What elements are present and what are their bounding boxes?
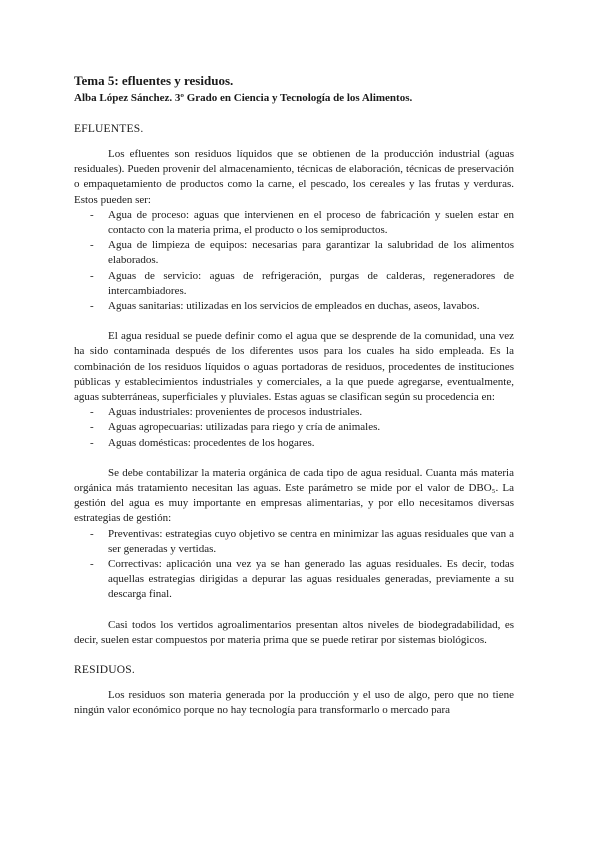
bullet-dash: - xyxy=(90,208,94,221)
list-item-text: Aguas agropecuarias: utilizadas para riego y cría de animales. xyxy=(108,421,381,434)
bullet-dash: - xyxy=(90,558,94,571)
efluentes-types-list xyxy=(74,208,514,314)
list-item xyxy=(90,557,514,603)
bullet-dash: - xyxy=(90,421,94,434)
bullet-dash: - xyxy=(90,269,94,282)
list-item xyxy=(90,527,514,557)
organic-matter-paragraph: Se debe contabilizar la materia orgánica de cada tipo de agua residual. Cuanta más materia orgánica más tratamiento necesitan las aguas. Este parámetro se mide por el valor de DBO₅. La gestión del agua es muy importante en empresas alimentarias, y por ello necesitamos diversas estrategias de gestión: xyxy=(74,466,514,525)
residual-water-paragraph: El agua residual se puede definir como el agua que se desprende de la comunidad, una vez ha sido contaminada después de los diferentes usos para los cuales ha sido empleada. Es la combinación de los residuos líquidos o aguas portadoras de residuos, procedentes de instituciones públicas y establecimientos industriales y comerciales, a la que puede agregarse, eventualmente, aguas subterráneas, superficiales y pluviales. Estas aguas se clasifican según su procedencia en: xyxy=(74,330,514,404)
efluentes-intro-paragraph: Los efluentes son residuos líquidos que se obtienen de la producción industrial (aguas residuales). Pueden provenir del almacenamiento, técnicas de elaboración, técnicas de preservación o empaquetamiento de productos como la carne, el pescado, los cereales y las frutas y verduras. Estos pueden ser: xyxy=(74,148,514,206)
list-item-text: Aguas domésticas: procedentes de los hogares. xyxy=(108,436,315,449)
list-item xyxy=(90,420,514,435)
list-item-text: Aguas de servicio: aguas de refrigeración, purgas de calderas, regeneradores de intercambiadores. xyxy=(108,269,514,297)
bullet-dash: - xyxy=(90,527,94,540)
bullet-dash: - xyxy=(90,300,94,313)
list-item xyxy=(90,299,514,314)
list-item xyxy=(90,269,514,299)
list-item-text: Agua de limpieza de equipos: necesarias para garantizar la salubridad de los alimentos elaborados. xyxy=(108,239,514,267)
list-item xyxy=(90,405,514,420)
section-heading-residuos: RESIDUOS. xyxy=(74,664,135,677)
management-strategies-list xyxy=(74,527,514,603)
bullet-dash: - xyxy=(90,239,94,252)
list-item-text: Agua de proceso: aguas que intervienen en el proceso de fabricación y suelen estar en contacto con la materia prima, el producto o los semiproductos. xyxy=(108,208,514,237)
list-item-text: Preventivas: estrategias cuyo objetivo se centra en minimizar las aguas residuales que van a ser generadas y vertidas. xyxy=(108,527,514,555)
section-heading-efluentes: EFLUENTES. xyxy=(74,123,144,135)
list-item xyxy=(90,436,514,451)
list-item-text: Aguas industriales: provenientes de procesos industriales. xyxy=(108,406,363,419)
list-item-text: Aguas sanitarias: utilizadas en los servicios de empleados en duchas, aseos, lavabos. xyxy=(108,300,480,313)
document-subtitle: Alba López Sánchez. 3º Grado en Ciencia y Tecnología de los Alimentos. xyxy=(74,92,413,104)
list-item xyxy=(90,238,514,268)
bullet-dash: - xyxy=(90,406,94,419)
list-item-text: Correctivas: aplicación una vez ya se han generado las aguas residuales. Es decir, todas aquellas estrategias dirigidas a depurar las aguas residuales generadas, previamente a su descarga final. xyxy=(108,558,514,601)
biodegradability-paragraph: Casi todos los vertidos agroalimentarios presentan altos niveles de biodegradabilidad, es decir, suelen estar compuestos por materia prima que se puede retirar por sistemas biológicos. xyxy=(74,618,514,646)
document-title: Tema 5: efluentes y residuos. xyxy=(74,73,234,88)
list-item xyxy=(90,208,514,238)
water-origin-list xyxy=(74,405,514,451)
residuos-intro-paragraph: Los residuos son materia generada por la producción y el uso de algo, pero que no tiene ningún valor económico porque no hay tecnología para transformarlo o mercado para xyxy=(74,689,514,717)
bullet-dash: - xyxy=(90,436,94,449)
